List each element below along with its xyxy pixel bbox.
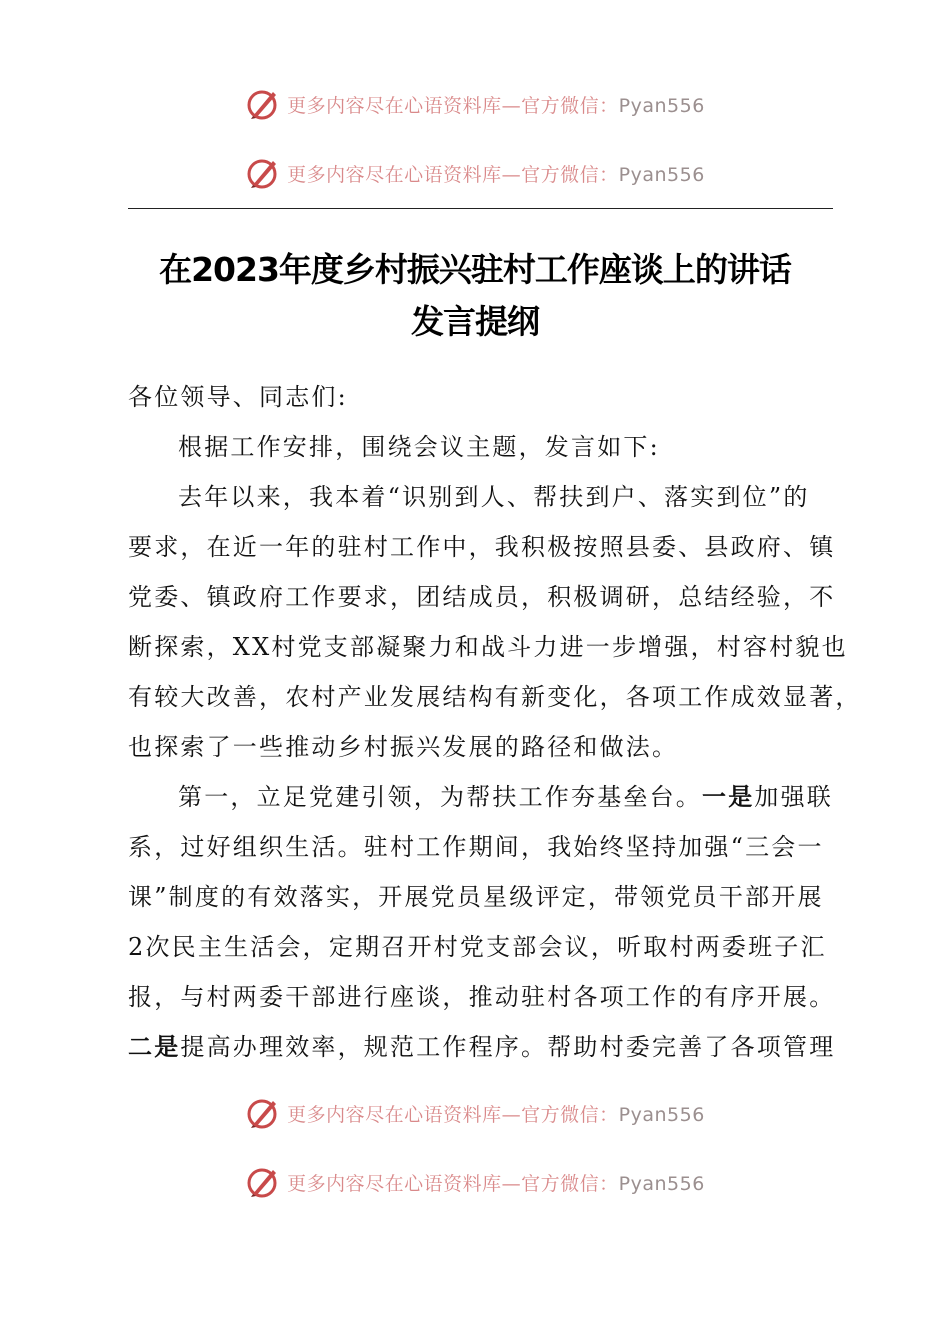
body-line: 断探索，XX村党支部凝聚力和战斗力进一步增强，村容村貌也 [128,633,848,661]
body-line: 也探索了一些推动乡村振兴发展的路径和做法。 [128,733,679,761]
body-line: 根据工作安排，围绕会议主题，发言如下: [178,433,660,461]
bold-marker: 一是 [702,783,755,811]
body-text-run: 加强联 [754,783,834,811]
pen-logo-icon [245,155,281,191]
watermark-text: 更多内容尽在心语资料库—官方微信：Pyan556 [287,1103,705,1126]
document-body [128,372,862,1072]
title-line-2: 发言提纲 [411,302,539,341]
body-line: 有较大改善，农村产业发展结构有新变化，各项工作成效显著， [128,683,862,711]
watermark-banner-1 [0,84,950,124]
bold-marker: 二是 [128,1033,181,1061]
body-line: 系，过好组织生活。驻村工作期间，我始终坚持加强“三会一 [128,833,824,861]
body-line [128,772,833,822]
body-line: 2次民主生活会，定期召开村党支部会议，听取村两委班子汇 [128,933,827,961]
pen-logo-icon [245,1095,281,1131]
document-title [100,244,850,348]
watermark-text: 更多内容尽在心语资料库—官方微信：Pyan556 [287,94,705,117]
body-line: 报，与村两委干部进行座谈，推动驻村各项工作的有序开展。 [128,983,836,1011]
pen-logo-icon [245,86,281,122]
watermark-text: 更多内容尽在心语资料库—官方微信：Pyan556 [287,163,705,186]
body-line: 党委、镇政府工作要求，团结成员，积极调研，总结经验，不 [128,583,836,611]
watermark-text: 更多内容尽在心语资料库—官方微信：Pyan556 [287,1172,705,1195]
body-line [128,1022,836,1072]
header-divider [128,208,833,209]
section-heading: 第一，立足党建引领，为帮扶工作夯基垒台。 [178,783,702,811]
body-line: 要求，在近一年的驻村工作中，我积极按照县委、县政府、镇 [128,533,836,561]
salutation: 各位领导、同志们: [128,383,348,411]
body-line: 课”制度的有效落实，开展党员星级评定，带领党员干部开展 [128,883,824,911]
watermark-banner-4 [0,1162,950,1202]
watermark-banner-3 [0,1093,950,1133]
watermark-banner-2 [0,153,950,193]
title-line-1: 在2023年度乡村振兴驻村工作座谈上的讲话 [159,250,791,289]
body-text-run: 提高办理效率，规范工作程序。帮助村委完善了各项管理 [180,1033,836,1061]
pen-logo-icon [245,1164,281,1200]
body-line: 去年以来，我本着“识别到人、帮扶到户、落实到位”的 [178,483,810,511]
